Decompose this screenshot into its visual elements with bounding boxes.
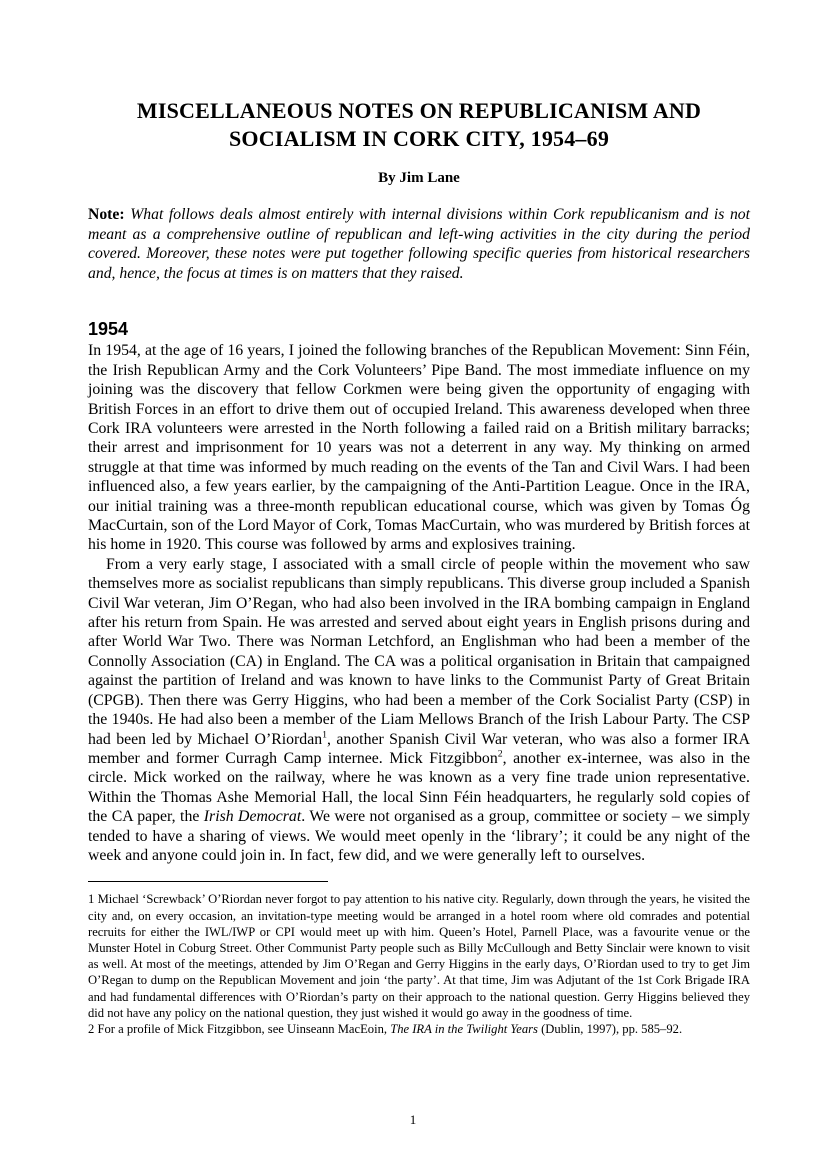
title-line-2: SOCIALISM IN CORK CITY, 1954–69 [228,126,610,151]
body-paragraph-2: From a very early stage, I associated with a small circle of people within the movement who saw themselves more as socialist republicans than simply republicans. This diverse group included a Spanish Civil War veteran, Jim O’Regan, who had also been involved in the IRA bombing campaign in England after his return from Spain. He was arrested and served about eight years in English prisons during and after World War Two. There was Norman Letchford, an Englishman who had been a member of the Connolly Association (CA) in England. The CA was a political organisation in Britain that campaigned against the partition of Ireland and was known to have links to the Communist Party of Great Britain (CPGB). Then there was Gerry Higgins, who had been a member of the Cork Socialist Party (CSP) in the 1940s. He had also been a member of the Liam Mellows Branch of the Irish Labour Party. The CSP had been led by Michael O’Riordan$^1$, another Spanish Civil War veteran, who was also a former IRA member and former Curragh Camp internee. Mick Fitzgibbon$^2$, another ex-internee, was also in the circle. Mick worked on the railway, where he was known as a very fine trade union representative. Within the Thomas Ashe Memorial Hall, the local Sinn Féin headquarters, he regularly sold copies of the CA paper, the Irish Democrat. We were not organised as a group, committee or society – we simply tended to have a sharing of views. We would meet openly in the ‘library’; it could be any night of the week and anyone could join in. In fact, few did, and we were generally left to ourselves. [88,555,750,864]
page-number: 1 [409,1112,417,1127]
document-title [88,97,750,153]
footnote-1: 1 Michael ‘Screwback’ O’Riordan never forgot to pay attention to his native city. Regularly, down through the years, he visited the city and, on every occasion, an invitation-type meeting would be arranged in a hotel room where old comrades and potential recruits for either the IWL/IWP or CPI would meet up with him. Queen’s Hotel, Parnell Place, was a favourite venue or the Munster Hotel in Coburg Street. Other Communist Party people such as Billy McCullough and Betty Sinclair were known to visit as well. At most of the meetings, attended by Jim O’Regan and Gerry Higgins in the early days, O’Riordan used to try to get Jim O’Regan to dump on the Republican Movement and join ‘the party’. At that time, Jim was Adjutant of the 1st Cork Brigade IRA and had fundamental differences with O’Riordan’s party on their approach to the national question. Gerry Higgins believed they did not have any policy on the national question, they just wished it would go away in the goodness of time. [88,892,750,1020]
footnote-2: 2 For a profile of Mick Fitzgibbon, see Uinseann MacEoin, The IRA in the Twilight Years (Dublin, 1997), pp. 585–92. [88,1021,683,1036]
note-paragraph: Note: What follows deals almost entirely with internal divisions within Cork republicanism and is not meant as a comprehensive outline of republican and left-wing activities in the city during the period covered. Moreover, these notes were put together following specific queries from historical researchers and, hence, the focus at times is on matters that they raised. [88,206,750,282]
section-heading-1954: 1954 [88,319,129,340]
title-line-1: MISCELLANEOUS NOTES ON REPUBLICANISM AND [136,98,702,123]
footnote-separator-rule [88,881,328,882]
text-column [88,0,750,1037]
byline: By Jim Lane [378,170,460,186]
body-paragraph-1: In 1954, at the age of 16 years, I joined the following branches of the Republican Movement: Sinn Féin, the Irish Republican Army and the Cork Volunteers’ Pipe Band. The most immediate influence on my joining was the discovery that fellow Corkmen were being given the opportunity of engaging with British Forces in an effort to drive them out of occupied Ireland. This awareness developed when three Cork IRA volunteers were arrested in the North following a failed raid on a British military barracks; their arrest and imprisonment for 10 years was not a deterrent in any way. My thinking on armed struggle at that time was informed by much reading on the events of the Tan and Civil Wars. I had been influenced also, a few years earlier, by the campaigning of the Anti-Partition League. Once in the IRA, our initial training was a three-month republican educational course, which was given by Tomas Óg MacCurtain, son of the Lord Mayor of Cork, Tomas MacCurtain, who was murdered by British forces at his home in 1920. This course was followed by arms and explosives training. [88,342,750,554]
